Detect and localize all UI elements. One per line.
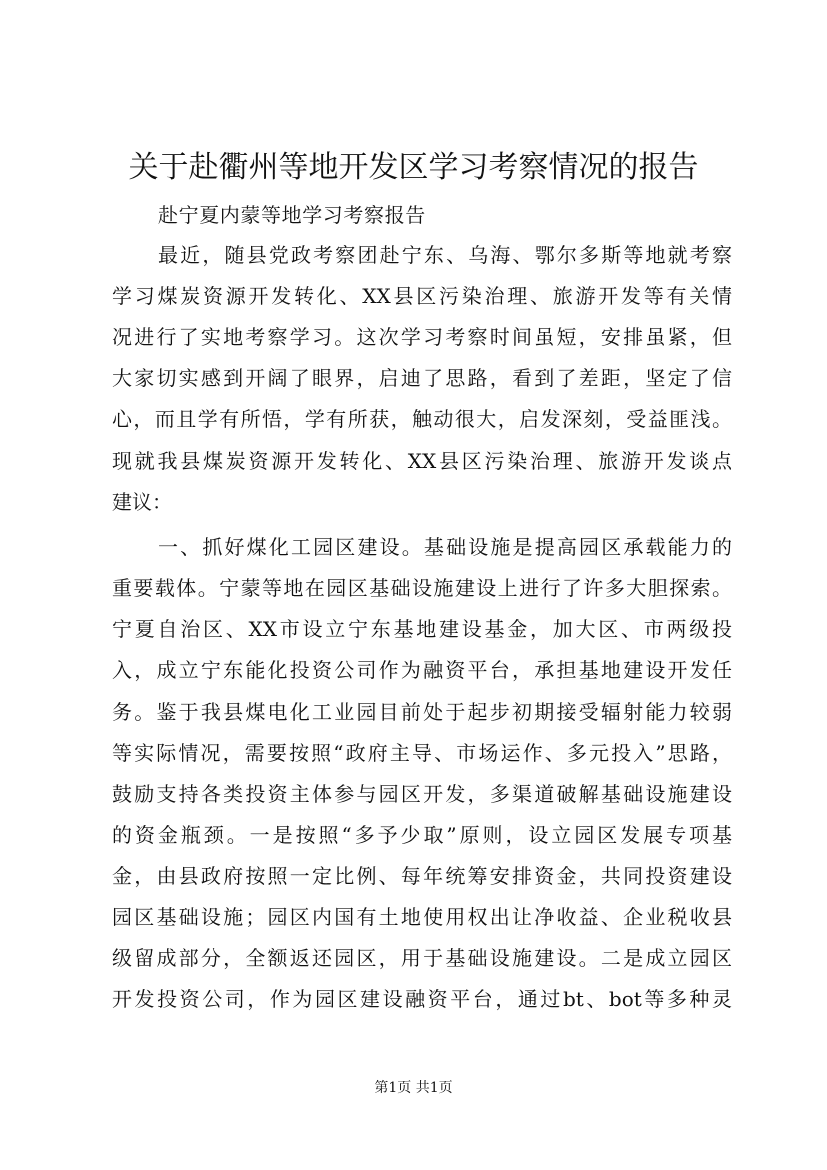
text-line: 宁夏自治区、XX市设立宁东基地建设基金，加大区、市两级投 (112, 617, 732, 641)
text-line: 心，而且学有所悟，学有所获，触动很大，启发深刻，受益匪浅。 (112, 407, 732, 431)
page-footer: 第1页 共1页 (374, 1080, 453, 1096)
document-title: 关于赴衢州等地开发区学习考察情况的报告 (128, 150, 699, 185)
text-line: 开发投资公司，作为园区建设融资平台，通过bt、bot等多种灵 (112, 987, 732, 1011)
text-line: 学习煤炭资源开发转化、XX县区污染治理、旅游开发等有关情 (112, 284, 732, 308)
text-line: 一、抓好煤化工园区建设。基础设施是提高园区承载能力的 (158, 535, 732, 559)
text-line: 建议： (112, 490, 172, 514)
text-line: 重要载体。宁蒙等地在园区基础设施建设上进行了许多大胆探索。 (112, 576, 732, 600)
text-line: 等实际情况，需要按照“政府主导、市场运作、多元投入”思路， (112, 741, 732, 765)
text-line: 况进行了实地考察学习。这次学习考察时间虽短，安排虽紧，但 (112, 325, 732, 349)
text-line: 的资金瓶颈。一是按照“多予少取”原则，设立园区发展专项基 (112, 823, 732, 847)
text-line: 入，成立宁东能化投资公司作为融资平台，承担基地建设开发任 (112, 658, 732, 682)
text-line: 鼓励支持各类投资主体参与园区开发，多渠道破解基础设施建设 (112, 782, 732, 806)
text-line: 最近，随县党政考察团赴宁东、乌海、鄂尔多斯等地就考察 (158, 243, 732, 267)
text-line: 务。鉴于我县煤电化工业园目前处于起步初期接受辐射能力较弱 (112, 700, 732, 724)
text-line: 园区基础设施；园区内国有土地使用权出让净收益、企业税收县 (112, 905, 732, 929)
text-line: 级留成部分，全额返还园区，用于基础设施建设。二是成立园区 (112, 946, 732, 970)
text-line: 大家切实感到开阔了眼界，启迪了思路，看到了差距，坚定了信 (112, 366, 732, 390)
text-line: 现就我县煤炭资源开发转化、XX县区污染治理、旅游开发谈点 (112, 449, 732, 473)
document-subtitle: 赴宁夏内蒙等地学习考察报告 (158, 203, 426, 227)
text-line: 金，由县政府按照一定比例、每年统筹安排资金，共同投资建设 (112, 864, 732, 888)
